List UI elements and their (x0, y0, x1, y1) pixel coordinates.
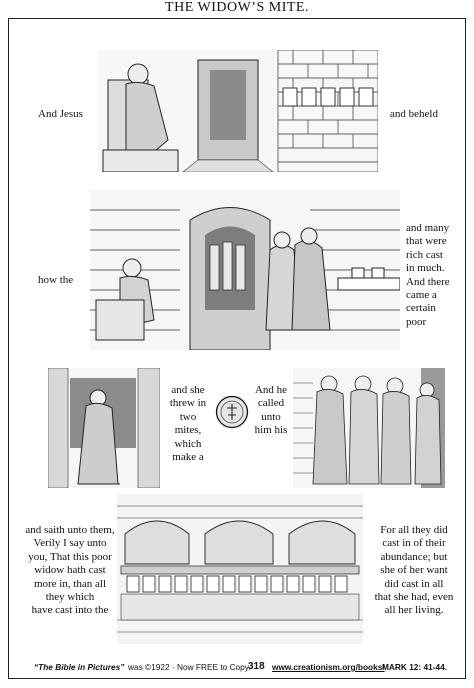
footer-scripture-reference: MARK 12: 41-44. (382, 662, 448, 672)
rich-casting-gifts-illustration (90, 190, 400, 350)
caption-line: that were (406, 235, 447, 248)
caption-line: they which (45, 591, 95, 604)
caption-line: mites, (174, 424, 202, 437)
footer-copyright: was ©1922 · Now FREE to Copy. (128, 662, 251, 672)
caption-line: And he (254, 384, 288, 396)
page-footer (16, 660, 462, 674)
caption-line: and many (406, 222, 450, 234)
caption-line: certain (406, 302, 436, 315)
caption-line: more in, than all (33, 577, 107, 590)
caption-and-jesus: And Jesus (38, 108, 83, 120)
footer-website-link[interactable]: www.creationism.org/books/ (272, 662, 385, 672)
caption-line: you, That this poor (28, 550, 112, 563)
caption-line: have cast into the (31, 604, 109, 617)
caption-and-beheld: and beheld (390, 108, 438, 120)
caption-line: cast in of their (382, 537, 446, 550)
caption-for-all-they (362, 524, 466, 618)
caption-line: Verily I say unto (33, 537, 107, 550)
poor-widow-illustration (48, 368, 160, 488)
caption-line: called (257, 397, 285, 410)
caption-line: did cast in all (384, 577, 444, 590)
caption-line: which (174, 437, 202, 450)
jesus-seated-temple-illustration (98, 50, 378, 172)
footer-page-number: 318 (248, 661, 265, 672)
caption-line: and she (171, 384, 205, 396)
caption-and-she-threw (160, 384, 216, 464)
caption-and-saith (18, 524, 122, 618)
caption-and-many (406, 222, 470, 329)
caption-line: threw in (169, 397, 207, 410)
caption-line: in much. (406, 262, 445, 275)
caption-line: and saith unto them, (25, 524, 115, 536)
caption-line: two (179, 410, 197, 423)
caption-line: make a (172, 451, 204, 464)
page-title: THE WIDOW’S MITE. (165, 0, 309, 15)
jesus-and-disciples-illustration (293, 368, 445, 488)
caption-line: that she had, even (374, 591, 454, 604)
caption-line: him his (254, 424, 288, 437)
caption-and-he-called (250, 384, 292, 438)
caption-line: unto (261, 410, 281, 423)
caption-line: came a (406, 289, 437, 302)
caption-line: she of her want (380, 564, 448, 577)
footer-book-title: “The Bible in Pictures” (34, 662, 125, 672)
mite-coin-illustration (215, 395, 249, 429)
caption-line: rich cast (406, 248, 443, 261)
caption-line: And there (406, 275, 450, 288)
caption-line: abundance; but (380, 550, 448, 563)
caption-line: widow hath cast (34, 564, 106, 577)
treasury-wall-illustration (117, 494, 363, 644)
caption-how-the: how the (38, 274, 74, 286)
caption-line: all her living. (384, 604, 444, 617)
caption-line: poor (406, 315, 427, 328)
caption-line: For all they did (380, 524, 448, 536)
